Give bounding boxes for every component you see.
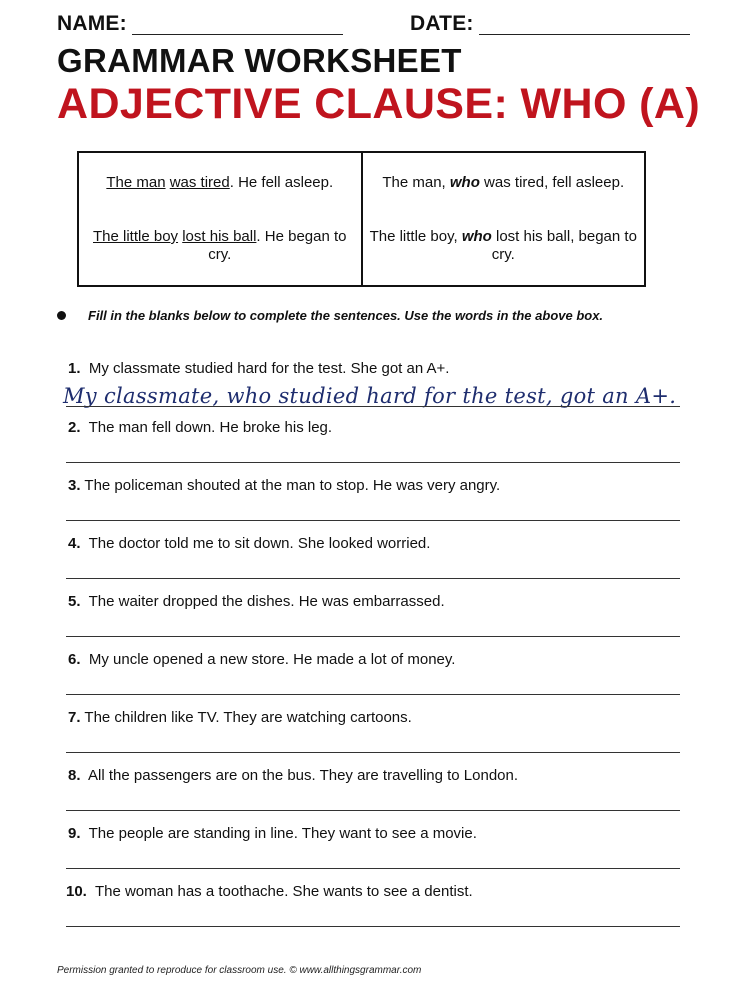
question-item: 4. The doctor told me to sit down. She looked worried.	[68, 535, 431, 552]
instruction-row	[57, 308, 717, 328]
question-item: 8. All the passengers are on the bus. They are travelling to London.	[68, 767, 519, 784]
answer-line[interactable]	[66, 406, 680, 407]
question-item: 7. The children like TV. They are watching cartoons.	[68, 709, 412, 726]
question-item: 1. My classmate studied hard for the test. She got an A+.	[68, 360, 450, 377]
question-item: 10. The woman has a toothache. She wants to see a dentist.	[66, 883, 473, 900]
example-box	[77, 151, 646, 287]
example-combined-1: The man, who was tired, fell asleep.	[382, 174, 625, 191]
question-item: 6. My uncle opened a new store. He made a lot of money.	[68, 651, 456, 668]
date-blank[interactable]	[479, 34, 690, 35]
question-item: 5. The waiter dropped the dishes. He was embarrassed.	[68, 593, 445, 610]
answer-line[interactable]	[66, 868, 680, 869]
example-combined-2: The little boy, who lost his ball, began to cry.	[369, 228, 637, 263]
date-label: DATE:	[410, 12, 474, 35]
example-column-original	[79, 153, 363, 285]
answer-line[interactable]	[66, 926, 680, 927]
example-original-1: The man was tired. He fell asleep.	[106, 174, 334, 191]
example-answer-handwriting: My classmate, who studied hard for the test, got an A+.	[63, 384, 677, 408]
bullet-icon	[57, 311, 66, 320]
question-item: 2. The man fell down. He broke his leg.	[68, 419, 333, 436]
answer-line[interactable]	[66, 810, 680, 811]
name-label: NAME:	[57, 12, 127, 35]
example-original-2: The little boy lost his ball. He began to cry.	[93, 228, 347, 263]
name-blank[interactable]	[132, 34, 343, 35]
answer-line[interactable]	[66, 752, 680, 753]
answer-line[interactable]	[66, 636, 680, 637]
instruction-text: Fill in the blanks below to complete the sentences. Use the words in the above box.	[88, 308, 604, 323]
question-item: 9. The people are standing in line. They want to see a movie.	[68, 825, 477, 842]
answer-line[interactable]	[66, 520, 680, 521]
page-title: GRAMMAR WORKSHEET	[57, 42, 462, 79]
question-item: 3. The policeman shouted at the man to stop. He was very angry.	[68, 477, 501, 494]
answer-line[interactable]	[66, 462, 680, 463]
example-column-combined	[363, 153, 645, 285]
answer-line[interactable]	[66, 694, 680, 695]
copyright-footer: Permission granted to reproduce for classroom use. © www.allthingsgrammar.com	[57, 965, 422, 976]
answer-line[interactable]	[66, 578, 680, 579]
header-row	[57, 12, 697, 40]
page-subtitle: ADJECTIVE CLAUSE: WHO (A)	[57, 80, 701, 128]
